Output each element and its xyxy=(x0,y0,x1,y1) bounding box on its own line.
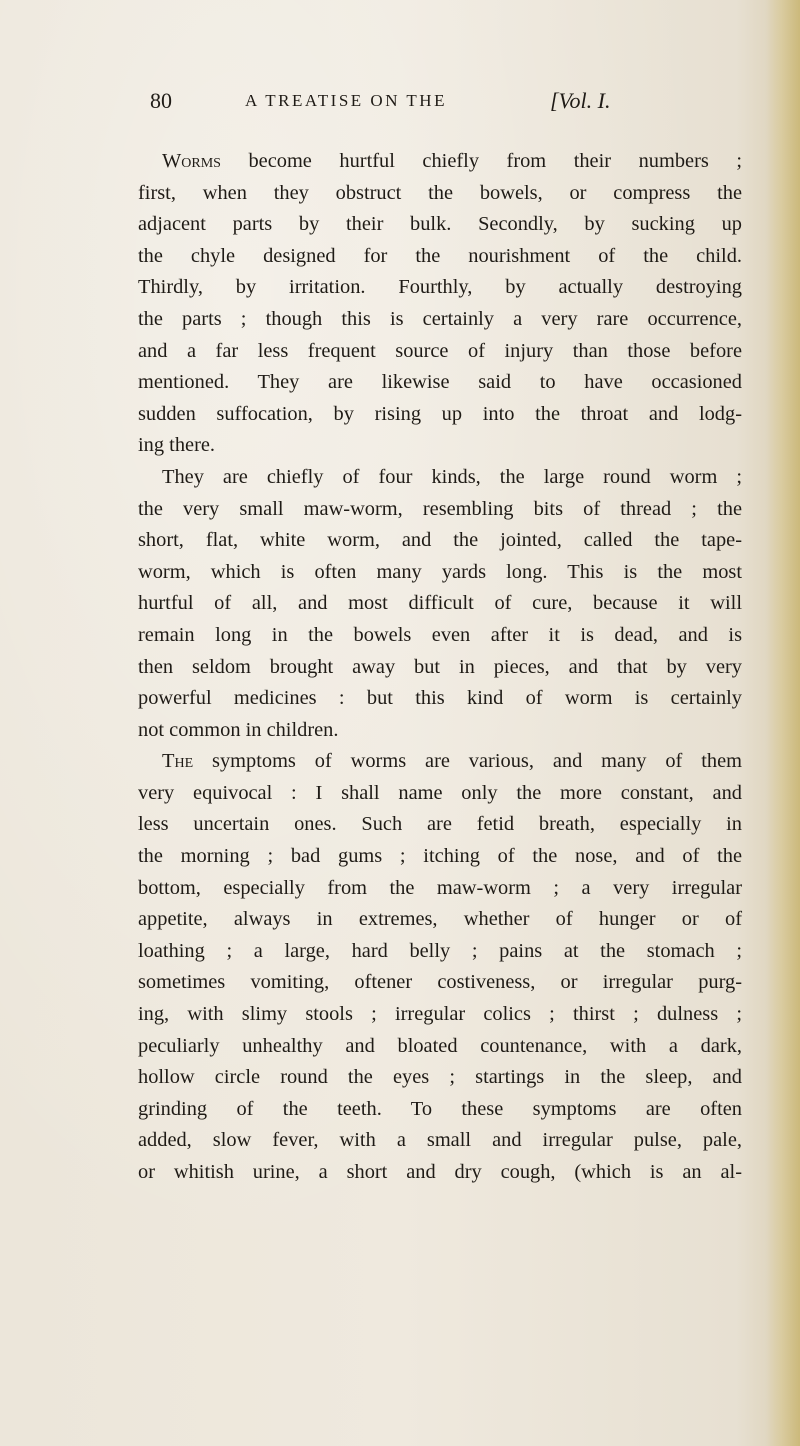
text-line: first, when they obstruct the bowels, or compress the xyxy=(138,181,742,204)
text-line: mentioned. They are likewise said to have occasioned xyxy=(138,371,742,394)
text-line: peculiarly unhealthy and bloated countenance, with a dark, xyxy=(138,1034,742,1057)
text-line: sudden suffocation, by rising up into the throat and lodg- xyxy=(138,402,742,425)
body-text xyxy=(138,146,742,1189)
volume-mark: [Vol. I. xyxy=(550,88,611,113)
text-line: or whitish urine, a short and dry cough, (which is an al- xyxy=(138,1161,742,1183)
text-line: and a far less frequent source of injury than those before xyxy=(138,339,742,362)
text-line: ing, with slimy stools ; irregular colics ; thirst ; dulness ; xyxy=(138,1003,742,1026)
page-edge-shadow xyxy=(766,0,800,1446)
text-line: added, slow fever, with a small and irregular pulse, pale, xyxy=(138,1129,742,1152)
text-line: the very small maw-worm, resembling bits of thread ; the xyxy=(138,497,742,520)
text-line: sometimes vomiting, oftener costiveness, or irregular purg- xyxy=(138,971,742,994)
text-line: grinding of the teeth. To these symptoms are often xyxy=(138,1097,742,1120)
text-line: Worms become hurtful chiefly from their numbers ; xyxy=(162,150,742,172)
text-line: bottom, especially from the maw-worm ; a very irregular xyxy=(138,876,742,899)
text-line: worm, which is often many yards long. This is the most xyxy=(138,560,742,583)
page-header xyxy=(150,88,740,118)
text-line: adjacent parts by their bulk. Secondly, by sucking up xyxy=(138,213,742,236)
text-line: powerful medicines : but this kind of worm is certainly xyxy=(138,687,742,710)
lead-word: The xyxy=(162,750,194,773)
text-line: the chyle designed for the nourishment of the child. xyxy=(138,244,742,267)
text-line: Thirdly, by irritation. Fourthly, by actually destroying xyxy=(138,276,742,299)
paragraph xyxy=(138,462,742,746)
text-line: loathing ; a large, hard belly ; pains at the stomach ; xyxy=(138,939,742,962)
text-line: They are chiefly of four kinds, the large round worm ; xyxy=(162,465,742,488)
text-line: the morning ; bad gums ; itching of the nose, and of the xyxy=(138,845,742,868)
text-line: ing there. xyxy=(138,434,216,457)
text-line: appetite, always in extremes, whether of hunger or of xyxy=(138,908,742,931)
text-line: hollow circle round the eyes ; startings in the sleep, and xyxy=(138,1066,742,1089)
text-line: short, flat, white worm, and the jointed, called the tape- xyxy=(138,529,742,552)
lead-word: Worms xyxy=(162,150,221,172)
text-line: hurtful of all, and most difficult of cure, because it will xyxy=(138,592,742,615)
running-head: A TREATISE ON THE xyxy=(245,91,447,110)
text-line: remain long in the bowels even after it is dead, and is xyxy=(138,623,742,646)
text-line: less uncertain ones. Such are fetid breath, especially in xyxy=(138,813,742,836)
page-number: 80 xyxy=(150,88,172,113)
text-line: not common in children. xyxy=(138,718,339,741)
text-line: the parts ; though this is certainly a very rare occurrence, xyxy=(138,307,742,330)
text-line: The symptoms of worms are various, and many of them xyxy=(162,750,742,773)
paragraph xyxy=(138,146,742,462)
text-line: very equivocal : I shall name only the more constant, and xyxy=(138,781,742,804)
paragraph xyxy=(138,746,742,1188)
text-line: then seldom brought away but in pieces, and that by very xyxy=(138,655,742,678)
